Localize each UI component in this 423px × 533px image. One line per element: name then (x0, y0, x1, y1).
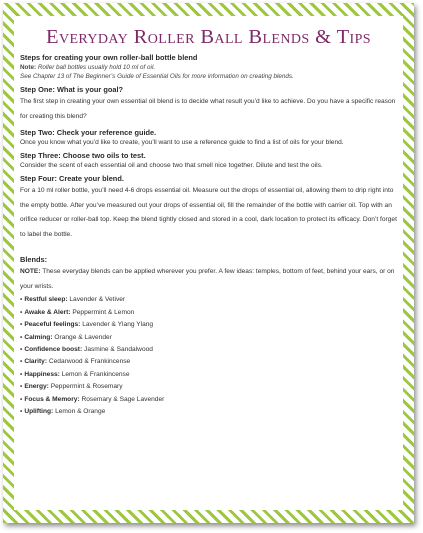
intro-note-label: Note: (20, 64, 37, 71)
blend-name: Energy: (24, 383, 49, 391)
blend-name: Focus & Memory: (24, 395, 80, 403)
blend-name: Calming: (24, 333, 53, 341)
blend-name: Awake & Alert: (24, 308, 71, 316)
list-item (20, 294, 397, 306)
blend-oils: Lemon & Frankincense (59, 370, 130, 378)
blend-name: Peaceful feelings: (24, 321, 81, 329)
blend-name: Confidence boost: (24, 346, 83, 353)
bullet-icon: • (20, 370, 23, 378)
document-body (14, 49, 403, 418)
bullet-icon: • (20, 358, 23, 366)
blend-oils: Rosemary & Sage Lavender (79, 395, 165, 403)
bullet-icon: • (20, 296, 23, 304)
blend-oils: Peppermint & Lemon (70, 308, 135, 316)
blends-note-label: NOTE: (20, 268, 41, 276)
blend-name: Happiness: (24, 370, 60, 378)
blend-oils: Orange & Lavender (52, 333, 112, 341)
list-item (20, 369, 397, 381)
list-item (20, 344, 397, 356)
step-two-text: Once you know what you’d like to create, you’ll want to use a reference guide to find a list of oils for your blend. (20, 139, 344, 147)
list-item (20, 394, 397, 406)
intro-note-text: Roller ball bottles usually hold 10 ml of oil. (36, 64, 156, 71)
step-two-heading: Step Two: Check your reference guide. (20, 128, 157, 138)
section-spacer (20, 242, 397, 251)
blend-oils: Lemon & Orange (53, 408, 106, 416)
intro-heading: Steps for creating your own roller-ball bottle blend (20, 53, 198, 62)
blend-name: Restful sleep: (24, 296, 68, 304)
blend-oils: Cedarwood & Frankincense (47, 358, 131, 366)
list-item (20, 307, 397, 319)
bullet-icon: • (20, 346, 23, 353)
list-item (20, 319, 397, 331)
blend-oils: Peppermint & Rosemary (48, 383, 123, 391)
step-three-text: Consider the scent of each essential oil and choose two that smell nice together. Dilute and test the oils. (20, 162, 323, 170)
step-four-text: For a 10 ml roller bottle, you’ll need 4-6 drops essential oil. Measure out the drops of essential oil, allowing them to drip right into the empty bottle. After you’ve measured out your drops of essential oil, fill the remainder of the bottle with carrier oil. Top with an orifice reducer or roller-ball top. Keep the blend tightly closed and stored in a cool, dark location to protect its efficacy. Don’t forget to label the bottle. (20, 187, 397, 238)
blend-oils: Jasmine & Sandalwood (82, 346, 153, 353)
bullet-icon: • (20, 395, 23, 403)
blend-oils: Lavender & Vetiver (67, 296, 126, 304)
blends-note (20, 265, 397, 294)
bullet-icon: • (20, 308, 23, 316)
bullet-icon: • (20, 383, 23, 391)
bullet-icon: • (20, 321, 23, 329)
bullet-icon: • (20, 333, 23, 341)
intro-note (20, 63, 397, 72)
step-three-heading: Step Three: Choose two oils to test. (20, 151, 146, 161)
list-item (20, 356, 397, 368)
step-one-heading: Step One: What is your goal? (20, 85, 124, 95)
blend-oils: Lavender & Ylang Ylang (80, 321, 154, 329)
step-four-heading: Step Four: Create your blend. (20, 174, 124, 184)
step-one-text: The first step in creating your own essential oil blend is to decide what result you’d like to achieve. Do you have a specific reason for creating this blend? (20, 98, 396, 120)
intro-see-reference: See Chapter 13 of The Beginner’s Guide of Essential Oils for more information on creating blends. (20, 73, 294, 81)
blend-name: Clarity: (24, 358, 48, 366)
list-item (20, 381, 397, 393)
blends-heading: Blends: (20, 255, 48, 265)
bullet-icon: • (20, 408, 23, 416)
page-title: Everyday Roller Ball Blends & Tips (46, 26, 371, 48)
blend-list (20, 294, 397, 418)
document-page (3, 3, 414, 523)
list-item (20, 332, 397, 344)
blend-name: Uplifting: (24, 408, 54, 416)
blends-note-text: These everyday blends can be applied wherever you prefer. A few ideas: temples, bottom of feet, behind your ears, or on your wrists. (20, 268, 395, 290)
page-content (14, 16, 403, 510)
list-item (20, 406, 397, 418)
